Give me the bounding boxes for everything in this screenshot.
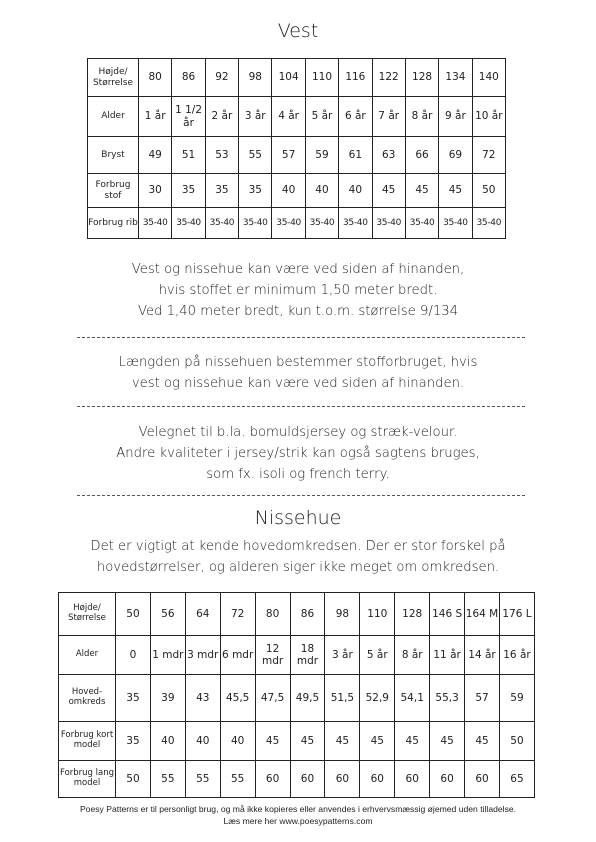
nissehue-title: Nissehue [254,507,342,529]
vest-fabric-width-note [60,259,536,322]
table-cell: 8 år [405,97,438,137]
table-cell: 92 [205,59,238,97]
table-cell: 128 [405,59,438,97]
table-cell: 6 mdr [220,636,255,675]
table-cell: 51 [172,137,205,174]
table-cell: 54,1 [395,675,430,722]
table-cell: 45 [439,174,472,208]
table-cell: 59 [499,675,534,722]
row-header: Forbrug lang model [59,761,116,798]
table-cell: 45 [465,722,500,761]
table-cell: 45 [372,174,405,208]
table-cell: 86 [290,593,325,636]
table-cell: 0 [116,636,151,675]
table-cell: 6 år [339,97,372,137]
table-cell: 1 år [139,97,172,137]
table-cell: 60 [255,761,290,798]
dashed-divider [77,495,525,496]
table-cell: 35-40 [172,208,205,239]
table-row [59,593,535,636]
table-cell: 72 [472,137,505,174]
table-cell: 176 L [499,593,534,636]
table-cell: 110 [305,59,338,97]
vest-title: Vest [277,20,319,42]
table-cell: 5 år [305,97,338,137]
table-cell: 57 [465,675,500,722]
row-header: Bryst [88,137,139,174]
table-row [88,97,506,137]
table-cell: 134 [439,59,472,97]
table-cell: 40 [220,722,255,761]
table-row [88,137,506,174]
table-cell: 51,5 [325,675,360,722]
table-cell: 86 [172,59,205,97]
table-cell: 104 [272,59,305,97]
table-cell: 30 [139,174,172,208]
intro-line: Det er vigtigt at kende hovedomkredsen. Der er stor forskel på [90,539,506,554]
table-cell: 16 år [499,636,534,675]
table-cell: 35 [239,174,272,208]
table-cell: 45 [430,722,465,761]
row-header: Højde/ Størrelse [59,593,116,636]
table-cell: 45 [405,174,438,208]
table-cell: 40 [272,174,305,208]
table-cell: 35-40 [272,208,305,239]
note-line: Vest og nissehue kan være ved siden af hinanden, [131,262,465,277]
table-cell: 4 år [272,97,305,137]
hat-length-note [60,352,536,394]
table-cell: 50 [499,722,534,761]
table-cell: 9 år [439,97,472,137]
row-header: Forbrug kort model [59,722,116,761]
note-line: Ved 1,40 meter bredt, kun t.o.m. størrelse 9/134 [137,304,458,319]
table-cell: 45 [360,722,395,761]
table-cell: 35-40 [339,208,372,239]
table-cell: 35-40 [372,208,405,239]
table-cell: 35 [116,722,151,761]
table-cell: 1 mdr [150,636,185,675]
table-cell: 55 [239,137,272,174]
intro-line: hovedstørrelser, og alderen siger ikke meget om omkredsen. [96,560,500,575]
table-cell: 35 [172,174,205,208]
table-cell: 64 [185,593,220,636]
table-cell: 50 [116,761,151,798]
table-cell: 2 år [205,97,238,137]
table-row [59,761,535,798]
table-cell: 45 [290,722,325,761]
table-cell: 47,5 [255,675,290,722]
table-cell: 55 [220,761,255,798]
table-cell: 55,3 [430,675,465,722]
copyright-notice: Poesy Patterns er til personligt brug, og må ikke kopieres eller anvendes i erhvervsmæssig øjemed uden tilladelse. [79,804,517,814]
table-cell: 72 [220,593,255,636]
table-row [88,59,506,97]
table-cell: 63 [372,137,405,174]
table-cell: 7 år [372,97,405,137]
table-cell: 60 [290,761,325,798]
table-cell: 128 [395,593,430,636]
table-cell: 39 [150,675,185,722]
table-cell: 60 [430,761,465,798]
table-cell: 45 [255,722,290,761]
note-line: som fx. isoli og french terry. [206,467,390,482]
head-circumference-intro [60,536,536,578]
table-cell: 65 [499,761,534,798]
table-cell: 14 år [465,636,500,675]
table-cell: 3 år [239,97,272,137]
table-cell: 140 [472,59,505,97]
row-header: Forbrug stof [88,174,139,208]
dashed-divider [77,406,525,407]
table-cell: 55 [185,761,220,798]
row-header: Alder [88,97,139,137]
website-link[interactable]: Læs mere her www.poesypatterns.com [223,816,373,826]
table-cell: 45,5 [220,675,255,722]
table-cell: 59 [305,137,338,174]
table-cell: 40 [339,174,372,208]
dashed-divider [77,337,525,338]
note-line: Andre kvaliteter i jersey/strik kan også sagtens bruges, [116,446,480,461]
table-cell: 60 [395,761,430,798]
note-line: Længden på nissehuen bestemmer stofforbruget, hvis [118,355,478,370]
table-cell: 10 år [472,97,505,137]
table-cell: 35 [205,174,238,208]
table-cell: 18 mdr [290,636,325,675]
row-header: Forbrug rib [88,208,139,239]
table-cell: 60 [325,761,360,798]
note-line: hvis stoffet er minimum 1,50 meter bredt. [158,283,438,298]
table-cell: 49,5 [290,675,325,722]
table-cell: 40 [305,174,338,208]
table-cell: 98 [239,59,272,97]
table-cell: 52,9 [360,675,395,722]
table-cell: 66 [405,137,438,174]
table-cell: 69 [439,137,472,174]
table-cell: 45 [325,722,360,761]
table-cell: 55 [150,761,185,798]
row-header: Alder [59,636,116,675]
table-cell: 35-40 [305,208,338,239]
table-cell: 80 [139,59,172,97]
table-cell: 40 [185,722,220,761]
table-cell: 43 [185,675,220,722]
table-cell: 1 1/2 år [172,97,205,137]
table-cell: 98 [325,593,360,636]
vest-size-table [87,58,506,239]
row-header: Højde/ Størrelse [88,59,139,97]
table-cell: 146 S [430,593,465,636]
table-cell: 45 [395,722,430,761]
note-line: vest og nissehue kan være ved siden af hinanden. [131,376,465,391]
table-cell: 12 mdr [255,636,290,675]
table-cell: 35-40 [405,208,438,239]
nissehue-size-table [58,592,535,798]
table-row [88,174,506,208]
fabric-suitability-note [60,422,536,485]
table-cell: 60 [465,761,500,798]
table-cell: 3 mdr [185,636,220,675]
table-cell: 110 [360,593,395,636]
table-cell: 56 [150,593,185,636]
table-cell: 5 år [360,636,395,675]
table-cell: 53 [205,137,238,174]
table-cell: 80 [255,593,290,636]
table-cell: 35 [116,675,151,722]
table-cell: 40 [150,722,185,761]
table-cell: 35-40 [472,208,505,239]
table-cell: 164 M [465,593,500,636]
table-cell: 60 [360,761,395,798]
table-cell: 61 [339,137,372,174]
row-header: Hoved- omkreds [59,675,116,722]
table-cell: 50 [472,174,505,208]
table-cell: 122 [372,59,405,97]
table-cell: 11 år [430,636,465,675]
table-cell: 116 [339,59,372,97]
table-row [88,208,506,239]
table-cell: 35-40 [205,208,238,239]
table-cell: 3 år [325,636,360,675]
table-cell: 57 [272,137,305,174]
table-row [59,675,535,722]
table-row [59,722,535,761]
table-cell: 8 år [395,636,430,675]
table-cell: 35-40 [239,208,272,239]
table-cell: 35-40 [139,208,172,239]
table-row [59,636,535,675]
table-cell: 50 [116,593,151,636]
note-line: Velegnet til b.la. bomuldsjersey og stræk-velour. [138,425,458,440]
table-cell: 49 [139,137,172,174]
table-cell: 35-40 [439,208,472,239]
